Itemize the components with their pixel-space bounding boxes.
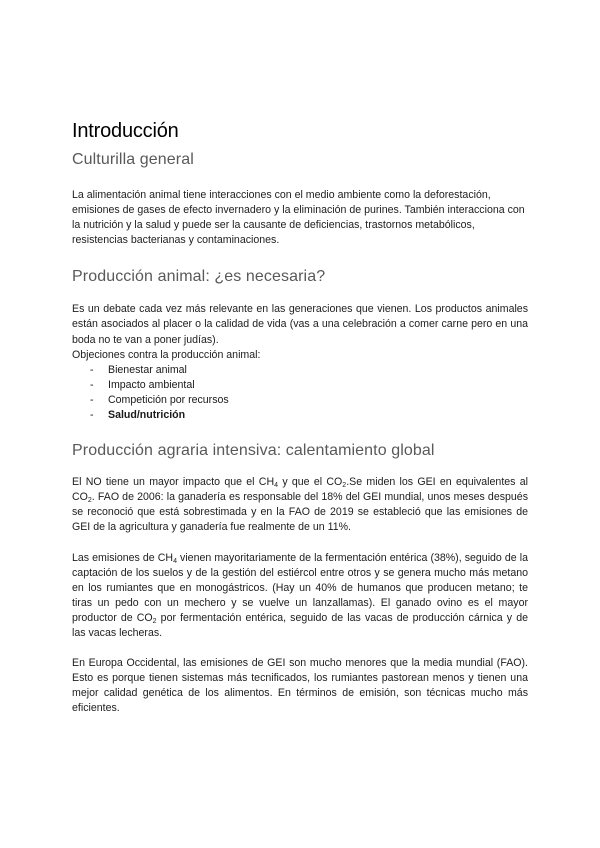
paragraph-produccion-animal: Es un debate cada vez más relevante en las generaciones que vienen. Los productos animales están asociados al placer o la calidad de vida (vas a una celebración a comer carne pero en una boda no te van a poner judías). <box>72 303 528 346</box>
paragraph-culturilla: La alimentación animal tiene interacciones con el medio ambiente como la deforestación, emisiones de gases de efecto invernadero y la eliminación de purines. También interacciona con la nutrición y la salud y puede ser la causante de deficiencias, trastornos metabólicos, resistencias bacterianas y contaminaciones. <box>72 189 525 247</box>
list-item-label: Bienestar animal <box>108 363 187 376</box>
section-heading-produccion-animal: Producción animal: ¿es necesaria? <box>72 268 326 286</box>
list-item <box>72 378 528 393</box>
bullet-dash: - <box>90 393 94 406</box>
list-item-label: Salud/nutrición <box>108 409 186 422</box>
list-item <box>72 408 528 423</box>
document-body <box>72 118 528 716</box>
objections-list <box>72 363 528 423</box>
section-heading-produccion-agraria: Producción agraria intensiva: calentamiento global <box>72 442 435 460</box>
bullet-dash: - <box>90 363 94 376</box>
objections-intro: Objeciones contra la producción animal: <box>72 348 261 361</box>
list-item-label: Impacto ambiental <box>108 378 195 391</box>
list-item <box>72 393 528 408</box>
page-title: Introducción <box>72 120 179 142</box>
paragraph-europa-occidental: En Europa Occidental, las emisiones de GEI son mucho menores que la media mundial (FAO). Esto es porque tienen sistemas más tecnificados, los rumiantes pastorean menos y tienen una mejor calidad genética de los alimentos. En términos de emisión, son técnicas mucho más eficientes. <box>72 657 528 715</box>
bullet-dash: - <box>90 409 94 422</box>
bullet-dash: - <box>90 378 94 391</box>
paragraph-gei-fao: El NO tiene un mayor impacto que el $CH_4$ y que el $CO_2.Se$ miden los GEI en equivalentes al $CO_2$. FAO de 2006: la ganadería es responsable del 18% del GEI mundial, unos meses después se reconoció que está sobrestimada y en la FAO de 2019 se estableció que las emisiones de GEI de la agricultura y ganadería fue realmente de un 11%. <box>72 476 528 534</box>
list-item <box>72 363 528 378</box>
section-heading-culturilla: Culturilla general <box>72 151 194 168</box>
paragraph-metano: Las emisiones de $CH_4$ vienen mayoritariamente de la fermentación entérica (38%), seguido de la captación de los suelos y de la gestión del estiércol entre otros y se genera mucho más metano en los rumiantes que en monogástricos. (Hay un 40% de humanos que producen metano; te tiras un pedo con un mechero y se vuelve un lanzallamas). El ganado ovino es el mayor productor de $CO_2$ por fermentación entérica, seguido de las vacas de producción cárnica y de las vacas lecheras. <box>72 551 528 639</box>
list-item-label: Competición por recursos <box>108 393 229 406</box>
